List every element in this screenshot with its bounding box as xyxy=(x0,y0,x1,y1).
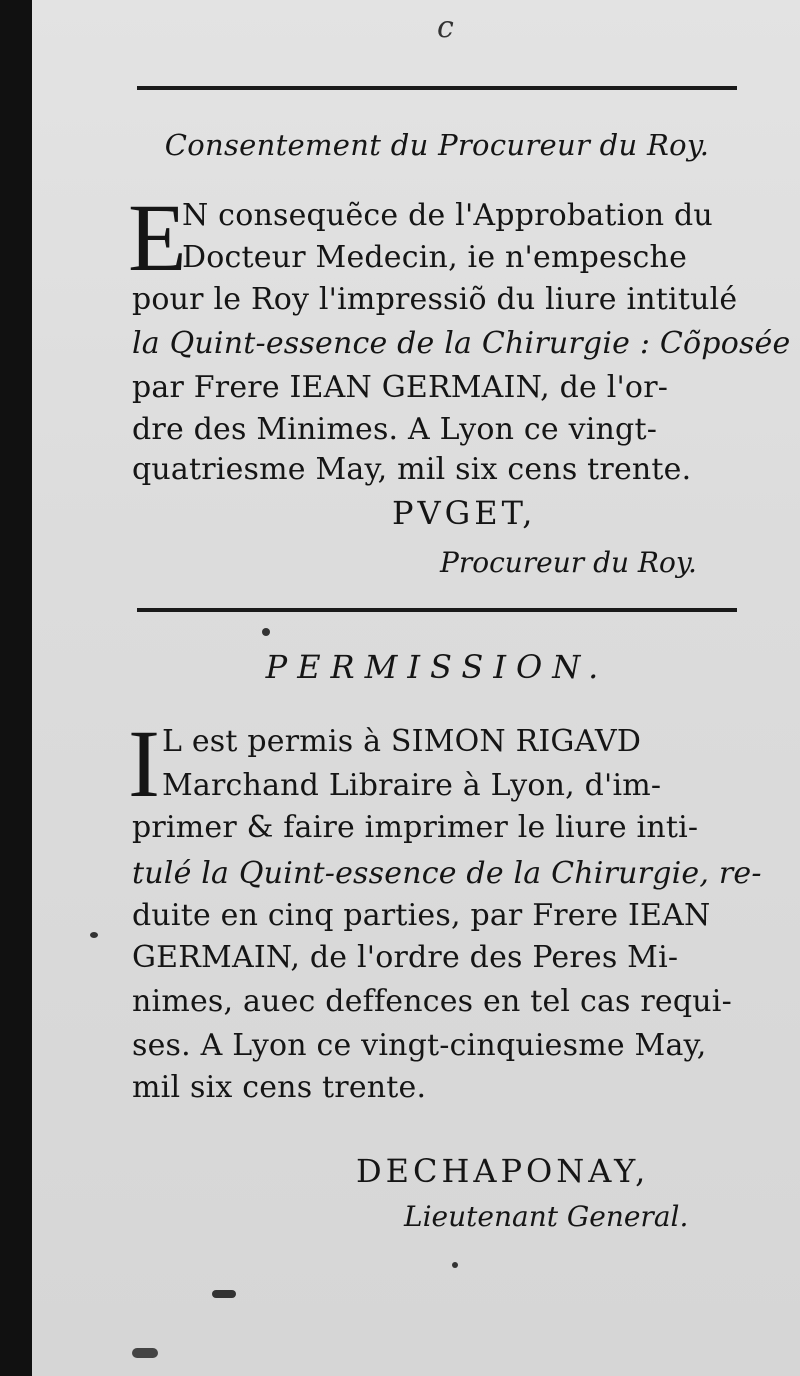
consent-line-5: par Frere IEAN GERMAIN, de l'or- xyxy=(132,370,669,405)
consent-dropcap: E xyxy=(128,184,187,291)
consent-heading: Consentement du Procureur du Roy. xyxy=(164,128,710,162)
ink-speck xyxy=(262,628,270,636)
permission-line-6: GERMAIN, de l'ordre des Peres Mi- xyxy=(132,940,679,975)
ink-smudge xyxy=(212,1290,236,1298)
ink-smudge xyxy=(132,1348,158,1358)
permission-line-7: nimes, auec deffences en tel cas requi- xyxy=(132,984,732,1019)
ink-speck xyxy=(452,1262,458,1268)
permission-signature-title: Lieutenant General. xyxy=(404,1200,689,1233)
permission-signature-name: DECHAPONAY, xyxy=(356,1152,650,1190)
consent-line-7: quatriesme May, mil six cens trente. xyxy=(132,452,692,487)
consent-line-6: dre des Minimes. A Lyon ce vingt- xyxy=(132,412,658,447)
consent-signature-title: Procureur du Roy. xyxy=(440,546,697,579)
top-rule xyxy=(137,86,737,90)
consent-line-1: N consequẽce de l'Approbation du xyxy=(182,198,713,233)
page-mark: c xyxy=(437,10,454,45)
document-page xyxy=(32,0,800,1376)
consent-line-3: pour le Roy l'impressiõ du liure intitulé xyxy=(132,282,738,317)
permission-line-5: duite en cinq parties, par Frere IEAN xyxy=(132,898,711,933)
permission-line-1: L est permis à SIMON RIGAVD xyxy=(162,724,642,759)
consent-line-4: la Quint-essence de la Chirurgie : Cõposée xyxy=(132,326,791,361)
permission-line-2: Marchand Libraire à Lyon, d'im- xyxy=(162,768,662,803)
permission-line-8: ses. A Lyon ce vingt-cinquiesme May, xyxy=(132,1028,707,1063)
permission-line-4: tulé la Quint-essence de la Chirurgie, re- xyxy=(132,856,762,891)
ink-speck xyxy=(90,932,98,938)
consent-signature-name: PVGET, xyxy=(392,494,537,532)
permission-dropcap: I xyxy=(128,710,160,817)
permission-line-9: mil six cens trente. xyxy=(132,1070,427,1105)
middle-rule xyxy=(137,608,737,612)
permission-line-3: primer & faire imprimer le liure inti- xyxy=(132,810,699,845)
consent-line-2: Docteur Medecin, ie n'empesche xyxy=(182,240,688,275)
permission-heading: PERMISSION. xyxy=(265,648,609,686)
